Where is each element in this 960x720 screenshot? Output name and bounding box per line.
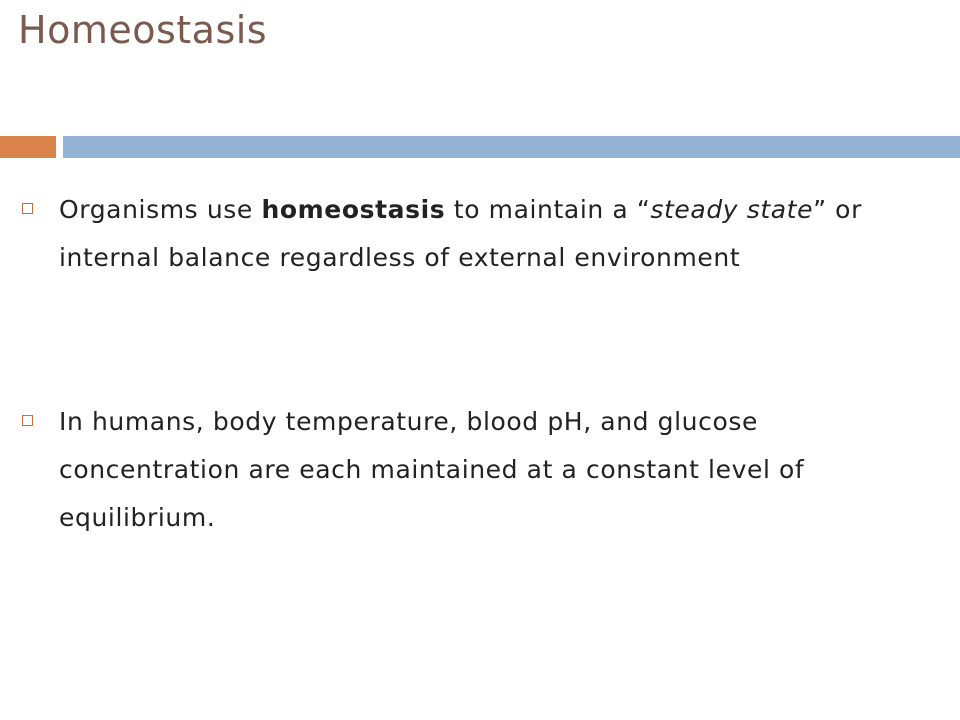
- bullet-text-segment: ” or internal balance regardless of external environment: [59, 195, 862, 272]
- hollow-square-icon: [22, 415, 33, 426]
- bullet-text: [59, 186, 879, 282]
- accent-bar-orange: [0, 136, 56, 158]
- bold-term: homeostasis: [261, 195, 446, 224]
- bullet-text: In humans, body temperature, blood pH, and glucose concentration are each maintained at a constant level of equilibrium.: [59, 407, 805, 532]
- hollow-square-icon: [22, 203, 33, 214]
- italic-term: steady: [650, 195, 739, 224]
- accent-bar-blue: [63, 136, 960, 158]
- bullet-text-segment: to maintain a “: [445, 195, 651, 224]
- bullet-text-segment: [738, 195, 747, 224]
- bullet-text-segment: Organisms use: [59, 195, 262, 224]
- slide-title: Homeostasis: [18, 8, 268, 52]
- italic-term: state: [746, 195, 814, 224]
